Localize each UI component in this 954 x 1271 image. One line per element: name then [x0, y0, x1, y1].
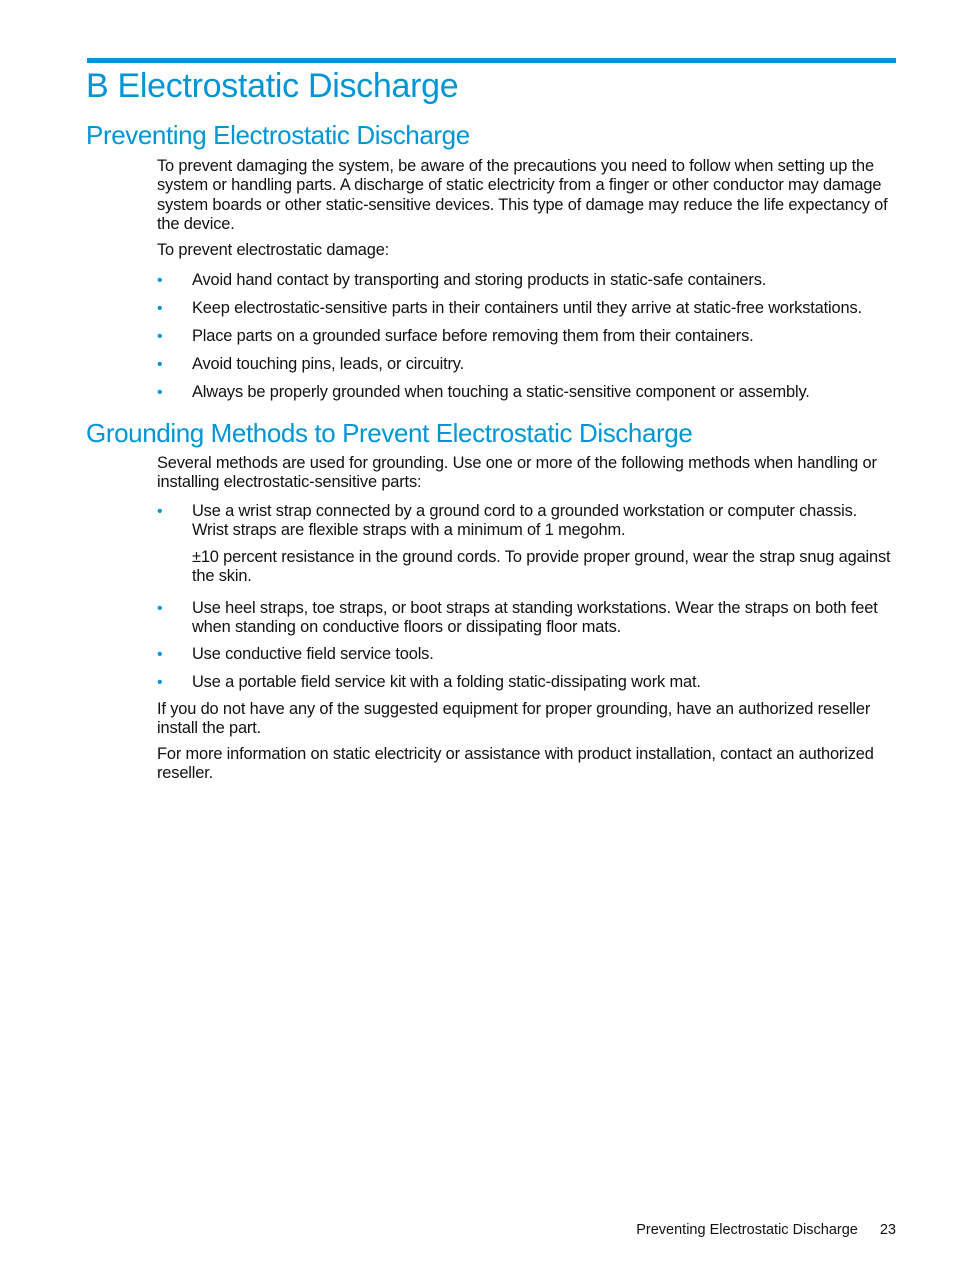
- bullet-icon: •: [157, 503, 163, 520]
- section1-lead-paragraph: To prevent electrostatic damage:: [157, 241, 390, 259]
- list-item: [157, 271, 897, 290]
- bullet-icon: •: [157, 300, 163, 317]
- list-item-text: Avoid touching pins, leads, or circuitry.: [192, 355, 465, 373]
- list-item: [157, 327, 897, 346]
- list-item: [157, 673, 897, 692]
- list-item-text: Use heel straps, toe straps, or boot straps at standing workstations. Wear the straps on both feet when standing on conductive floors or dissipating floor mats.: [192, 599, 878, 637]
- chapter-top-rule: [87, 58, 896, 63]
- list-item-text: Use a portable field service kit with a folding static-dissipating work mat.: [192, 673, 701, 691]
- chapter-title: B Electrostatic Discharge: [86, 67, 459, 105]
- page-number: 23: [879, 1222, 896, 1238]
- list-item-text: Always be properly grounded when touching a static-sensitive component or assembly.: [192, 383, 810, 401]
- list-item: [157, 299, 897, 318]
- closing-paragraph-more-info: For more information on static electricity or assistance with product installation, contact an authorized reseller.: [157, 745, 874, 783]
- bullet-icon: •: [157, 674, 163, 691]
- page-footer: [636, 1222, 896, 1238]
- list-item: [157, 645, 897, 664]
- bullet-icon: •: [157, 646, 163, 663]
- bullet-icon: •: [157, 328, 163, 345]
- bullet-icon: •: [157, 356, 163, 373]
- list-item: [157, 502, 897, 541]
- section2-intro-paragraph: Several methods are used for grounding. Use one or more of the following methods when handling or installing electrostatic-sensitive parts:: [157, 454, 877, 492]
- list-item-note: ±10 percent resistance in the ground cords. To provide proper ground, wear the strap snug against the skin.: [192, 548, 891, 586]
- closing-paragraph-equipment: If you do not have any of the suggested equipment for proper grounding, have an authorized reseller install the part.: [157, 700, 871, 738]
- bullet-icon: •: [157, 600, 163, 617]
- section-heading-grounding-methods: Grounding Methods to Prevent Electrostatic Discharge: [86, 418, 693, 448]
- footer-running-title: Preventing Electrostatic Discharge: [636, 1222, 858, 1238]
- bullet-icon: •: [157, 384, 163, 401]
- list-item-text: Avoid hand contact by transporting and storing products in static-safe containers.: [192, 271, 767, 289]
- list-item-text: Use conductive field service tools.: [192, 645, 434, 663]
- section-heading-preventing-esd: Preventing Electrostatic Discharge: [86, 120, 470, 150]
- list-item: [157, 355, 897, 374]
- section1-intro-paragraph: To prevent damaging the system, be aware of the precautions you need to follow when setting up the system or handling parts. A discharge of static electricity from a finger or other conductor may damage system boards or other static-sensitive devices. This type of damage may reduce the life expectancy of the device.: [157, 157, 888, 234]
- list-item: [157, 383, 897, 402]
- bullet-icon: •: [157, 272, 163, 289]
- list-item-text: Use a wrist strap connected by a ground cord to a grounded workstation or computer chassis. Wrist straps are flexible straps with a minimum of 1 megohm.: [192, 502, 858, 540]
- list-item-text: Keep electrostatic-sensitive parts in their containers until they arrive at static-free workstations.: [192, 299, 862, 317]
- list-item: [157, 599, 897, 638]
- list-item-text: Place parts on a grounded surface before removing them from their containers.: [192, 327, 754, 345]
